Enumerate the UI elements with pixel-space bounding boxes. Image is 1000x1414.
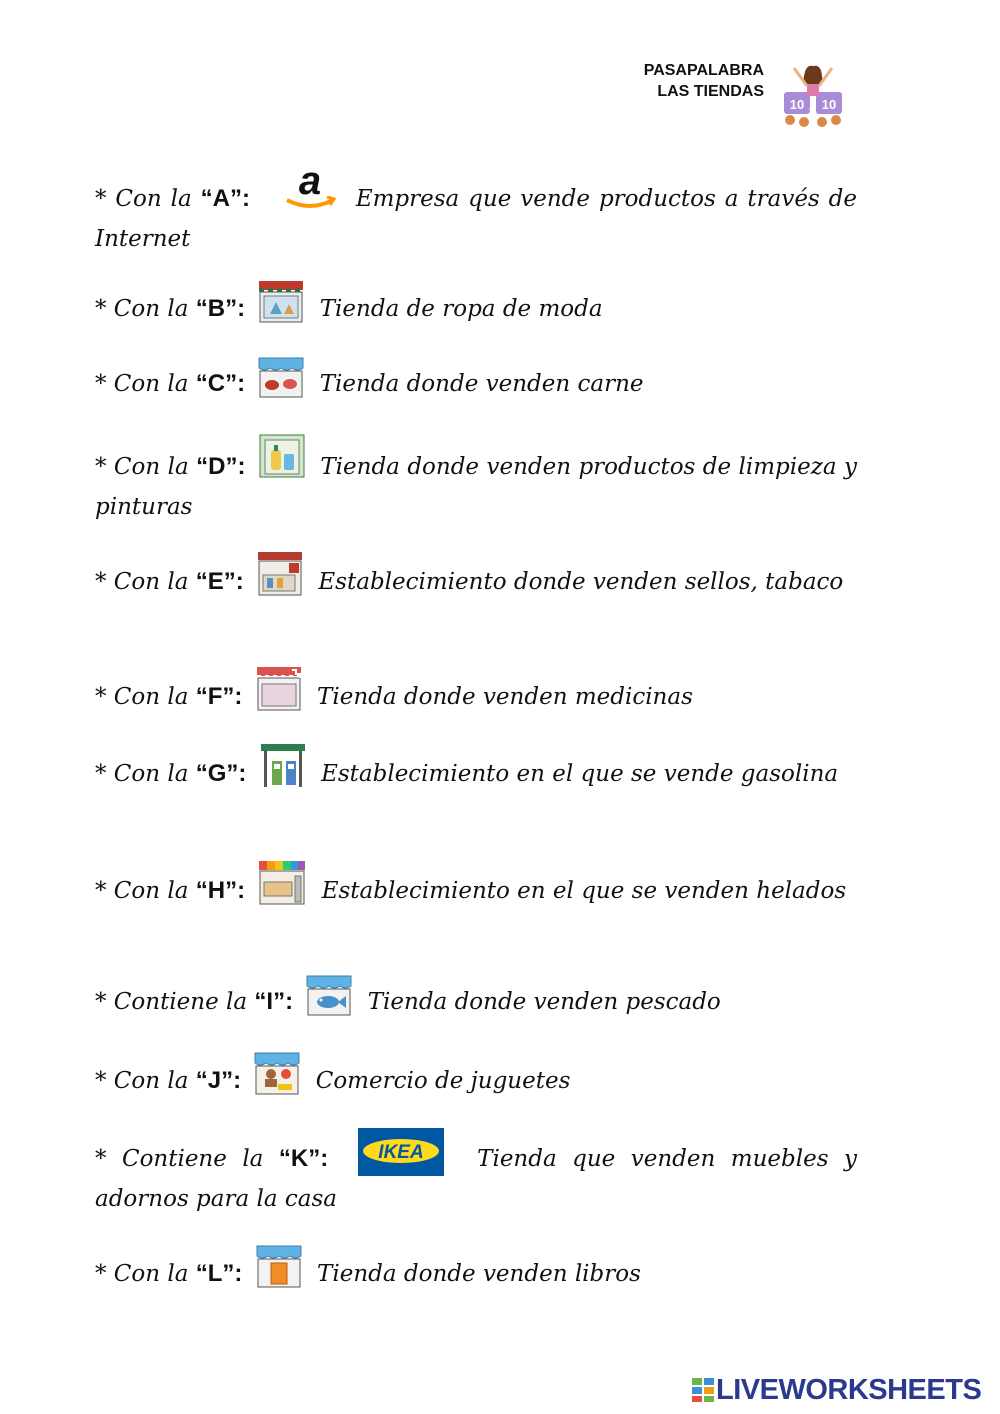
clue-letter: “G”: [195,760,247,787]
clue-definition: Empresa que vende productos a través de Internet [95,186,858,252]
clue-prefix: * Con la [95,878,196,904]
brand-name: LIVEWORKSHEETS [716,1374,982,1406]
clue-prefix: * Con la [95,186,201,212]
pharmacy-icon [256,666,302,712]
clue-letter: “E”: [195,568,244,595]
clue-prefix: * Con la [95,371,196,397]
svg-text:10: 10 [821,97,837,112]
clue-definition: Tienda donde venden carne [319,371,644,397]
ikea-logo-icon [358,1128,444,1176]
clue-letter: “D”: [196,453,246,480]
clue-letter: “K”: [278,1145,329,1172]
clue-prefix: * Con la [95,761,196,787]
clue-d [95,434,857,527]
svg-text:IKEA: IKEA [377,1142,424,1163]
clue-definition: Tienda que venden muebles y adornos para la casa [95,1146,857,1212]
clue-letter: “I”: [254,988,294,1015]
clue-prefix: * Con la [95,1068,196,1094]
liveworksheets-logo-icon [692,1378,714,1402]
clue-e [95,551,857,602]
svg-text:10: 10 [789,97,805,112]
svg-text:a: a [298,166,321,203]
clue-definition: Establecimiento en el que se venden helados [321,878,847,904]
clue-definition: Tienda donde venden productos de limpieza y pinturas [95,454,858,520]
clue-h [95,860,857,911]
clue-prefix: * Contiene la [95,989,255,1015]
clue-letter: “C”: [195,370,246,397]
clue-prefix: * Con la [95,569,196,595]
ice-cream-shop-icon [258,860,306,906]
clue-definition: Establecimiento donde venden sellos, tabaco [318,569,844,595]
clue-c [95,357,857,404]
clue-prefix: * Con la [95,684,196,710]
clue-definition: Establecimiento en el que se vende gasolina [321,761,839,787]
header-title: PASAPALABRA [643,62,764,79]
clue-f [95,666,857,717]
toy-store-icon [254,1052,300,1096]
clue-prefix: * Contiene la [95,1146,279,1172]
clue-letter: “B”: [195,295,246,322]
clue-letter: “L”: [195,1260,243,1287]
clue-k [95,1128,857,1219]
clue-j [95,1052,857,1101]
clue-l [95,1245,857,1294]
clue-prefix: * Con la [95,296,196,322]
fish-shop-icon [306,975,352,1017]
clue-prefix: * Con la [95,454,197,480]
clue-a [95,166,857,259]
clue-definition: Tienda donde venden libros [317,1261,641,1287]
header-subtitle: LAS TIENDAS [657,83,764,100]
butcher-shop-icon [258,357,304,399]
worksheet-header [644,60,764,102]
bitmoji-girl-10-10-icon [780,62,846,128]
clue-b [95,280,857,329]
drugstore-cleaning-icon [259,434,305,478]
clue-definition: Comercio de juguetes [315,1068,571,1094]
clue-g [95,743,857,794]
clue-letter: “A”: [200,185,250,212]
clue-letter: “F”: [195,683,243,710]
clue-i [95,975,857,1022]
clue-letter: “J”: [195,1067,242,1094]
clue-letter: “H”: [195,877,246,904]
gas-station-icon [260,743,306,789]
liveworksheets-brand [692,1374,981,1407]
clue-definition: Tienda donde venden medicinas [317,684,693,710]
bookstore-icon [256,1245,302,1289]
clothing-store-icon [258,280,304,324]
clue-definition: Tienda de ropa de moda [319,296,603,322]
clue-prefix: * Con la [95,1261,196,1287]
clue-definition: Tienda donde venden pescado [367,989,721,1015]
amazon-logo-icon [281,166,339,210]
tobacco-shop-icon [257,551,303,597]
